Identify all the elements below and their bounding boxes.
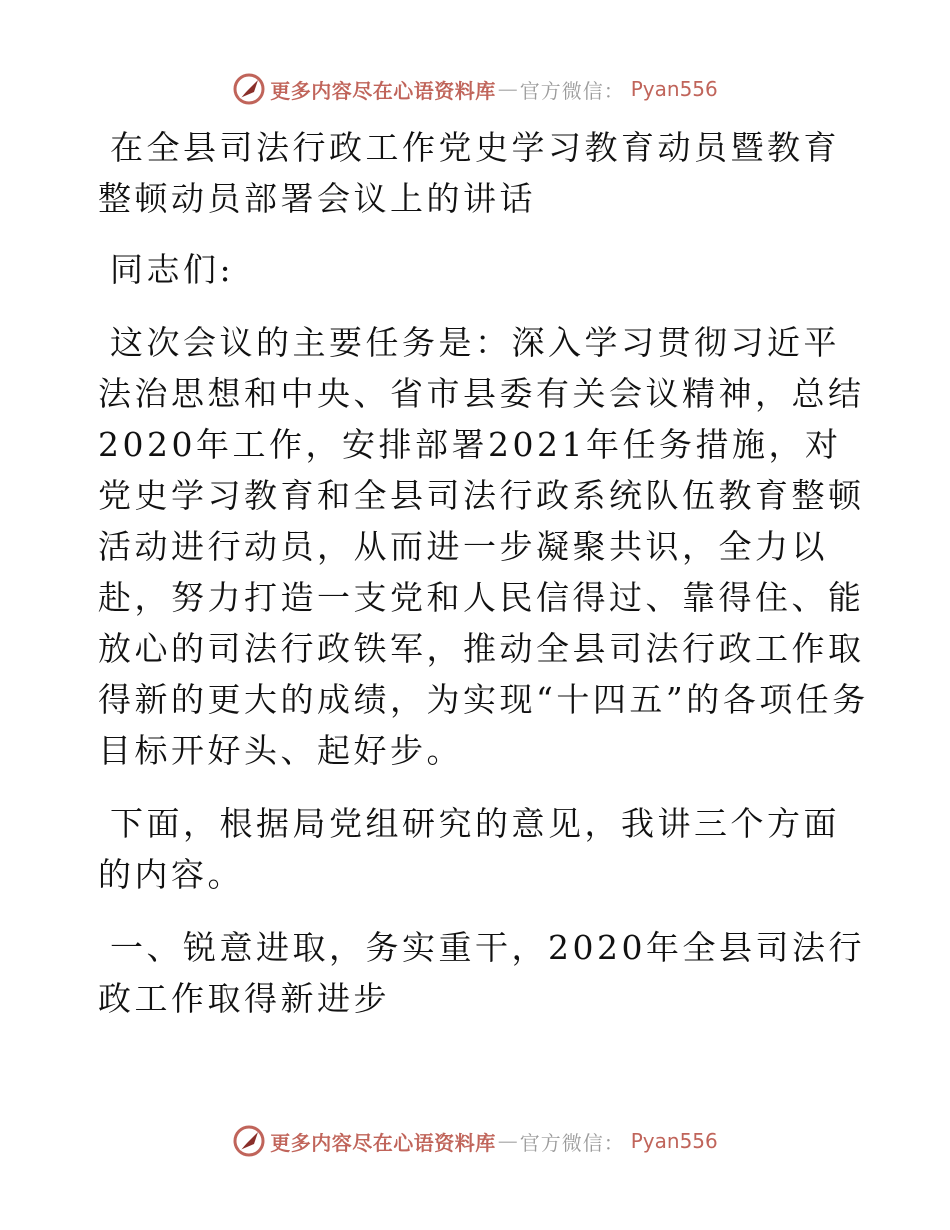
section-heading-1: 一、锐意进取，务实重干，2020年全县司法行政工作取得新进步 — [98, 928, 865, 1018]
watermark-official-text: 官方微信： — [519, 78, 625, 103]
watermark-main-text: 更多内容尽在心语资料库 — [270, 78, 496, 103]
watermark-account: Pyan556 — [630, 77, 718, 101]
watermark-dash: — — [497, 77, 518, 101]
salutation: 同志们: — [110, 250, 235, 289]
paragraph-2: 下面，根据局党组研究的意见，我讲三个方面的内容。 — [98, 804, 840, 894]
document-title: 在全县司法行政工作党史学习教育动员暨教育整顿动员部署会议上的讲话 — [98, 128, 840, 218]
paragraph-1: 这次会议的主要任务是：深入学习贯彻习近平法治思想和中央、省市县委有关会议精神，总结2020年工作，安排部署2021年任务措施，对党史学习教育和全县司法行政系统队伍教育整顿活动进行动员，从而进一步凝聚共识，全力以赴，努力打造一支党和人民信得过、靠得住、能放心的司法行政铁军，推动全县司法行政工作取得新的更大的成绩，为实现“十四五”的各项任务目标开好头、起好步。 — [98, 323, 869, 770]
watermark-main-text: 更多内容尽在心语资料库 — [270, 1130, 496, 1155]
watermark-header — [0, 72, 950, 106]
watermark-account: Pyan556 — [630, 1129, 718, 1153]
watermark-footer — [0, 1124, 950, 1158]
watermark-official-text: 官方微信： — [519, 1130, 625, 1155]
feather-logo-icon — [232, 72, 266, 106]
feather-logo-icon — [232, 1124, 266, 1158]
document-body — [98, 122, 870, 1046]
watermark-dash: — — [497, 1129, 518, 1153]
